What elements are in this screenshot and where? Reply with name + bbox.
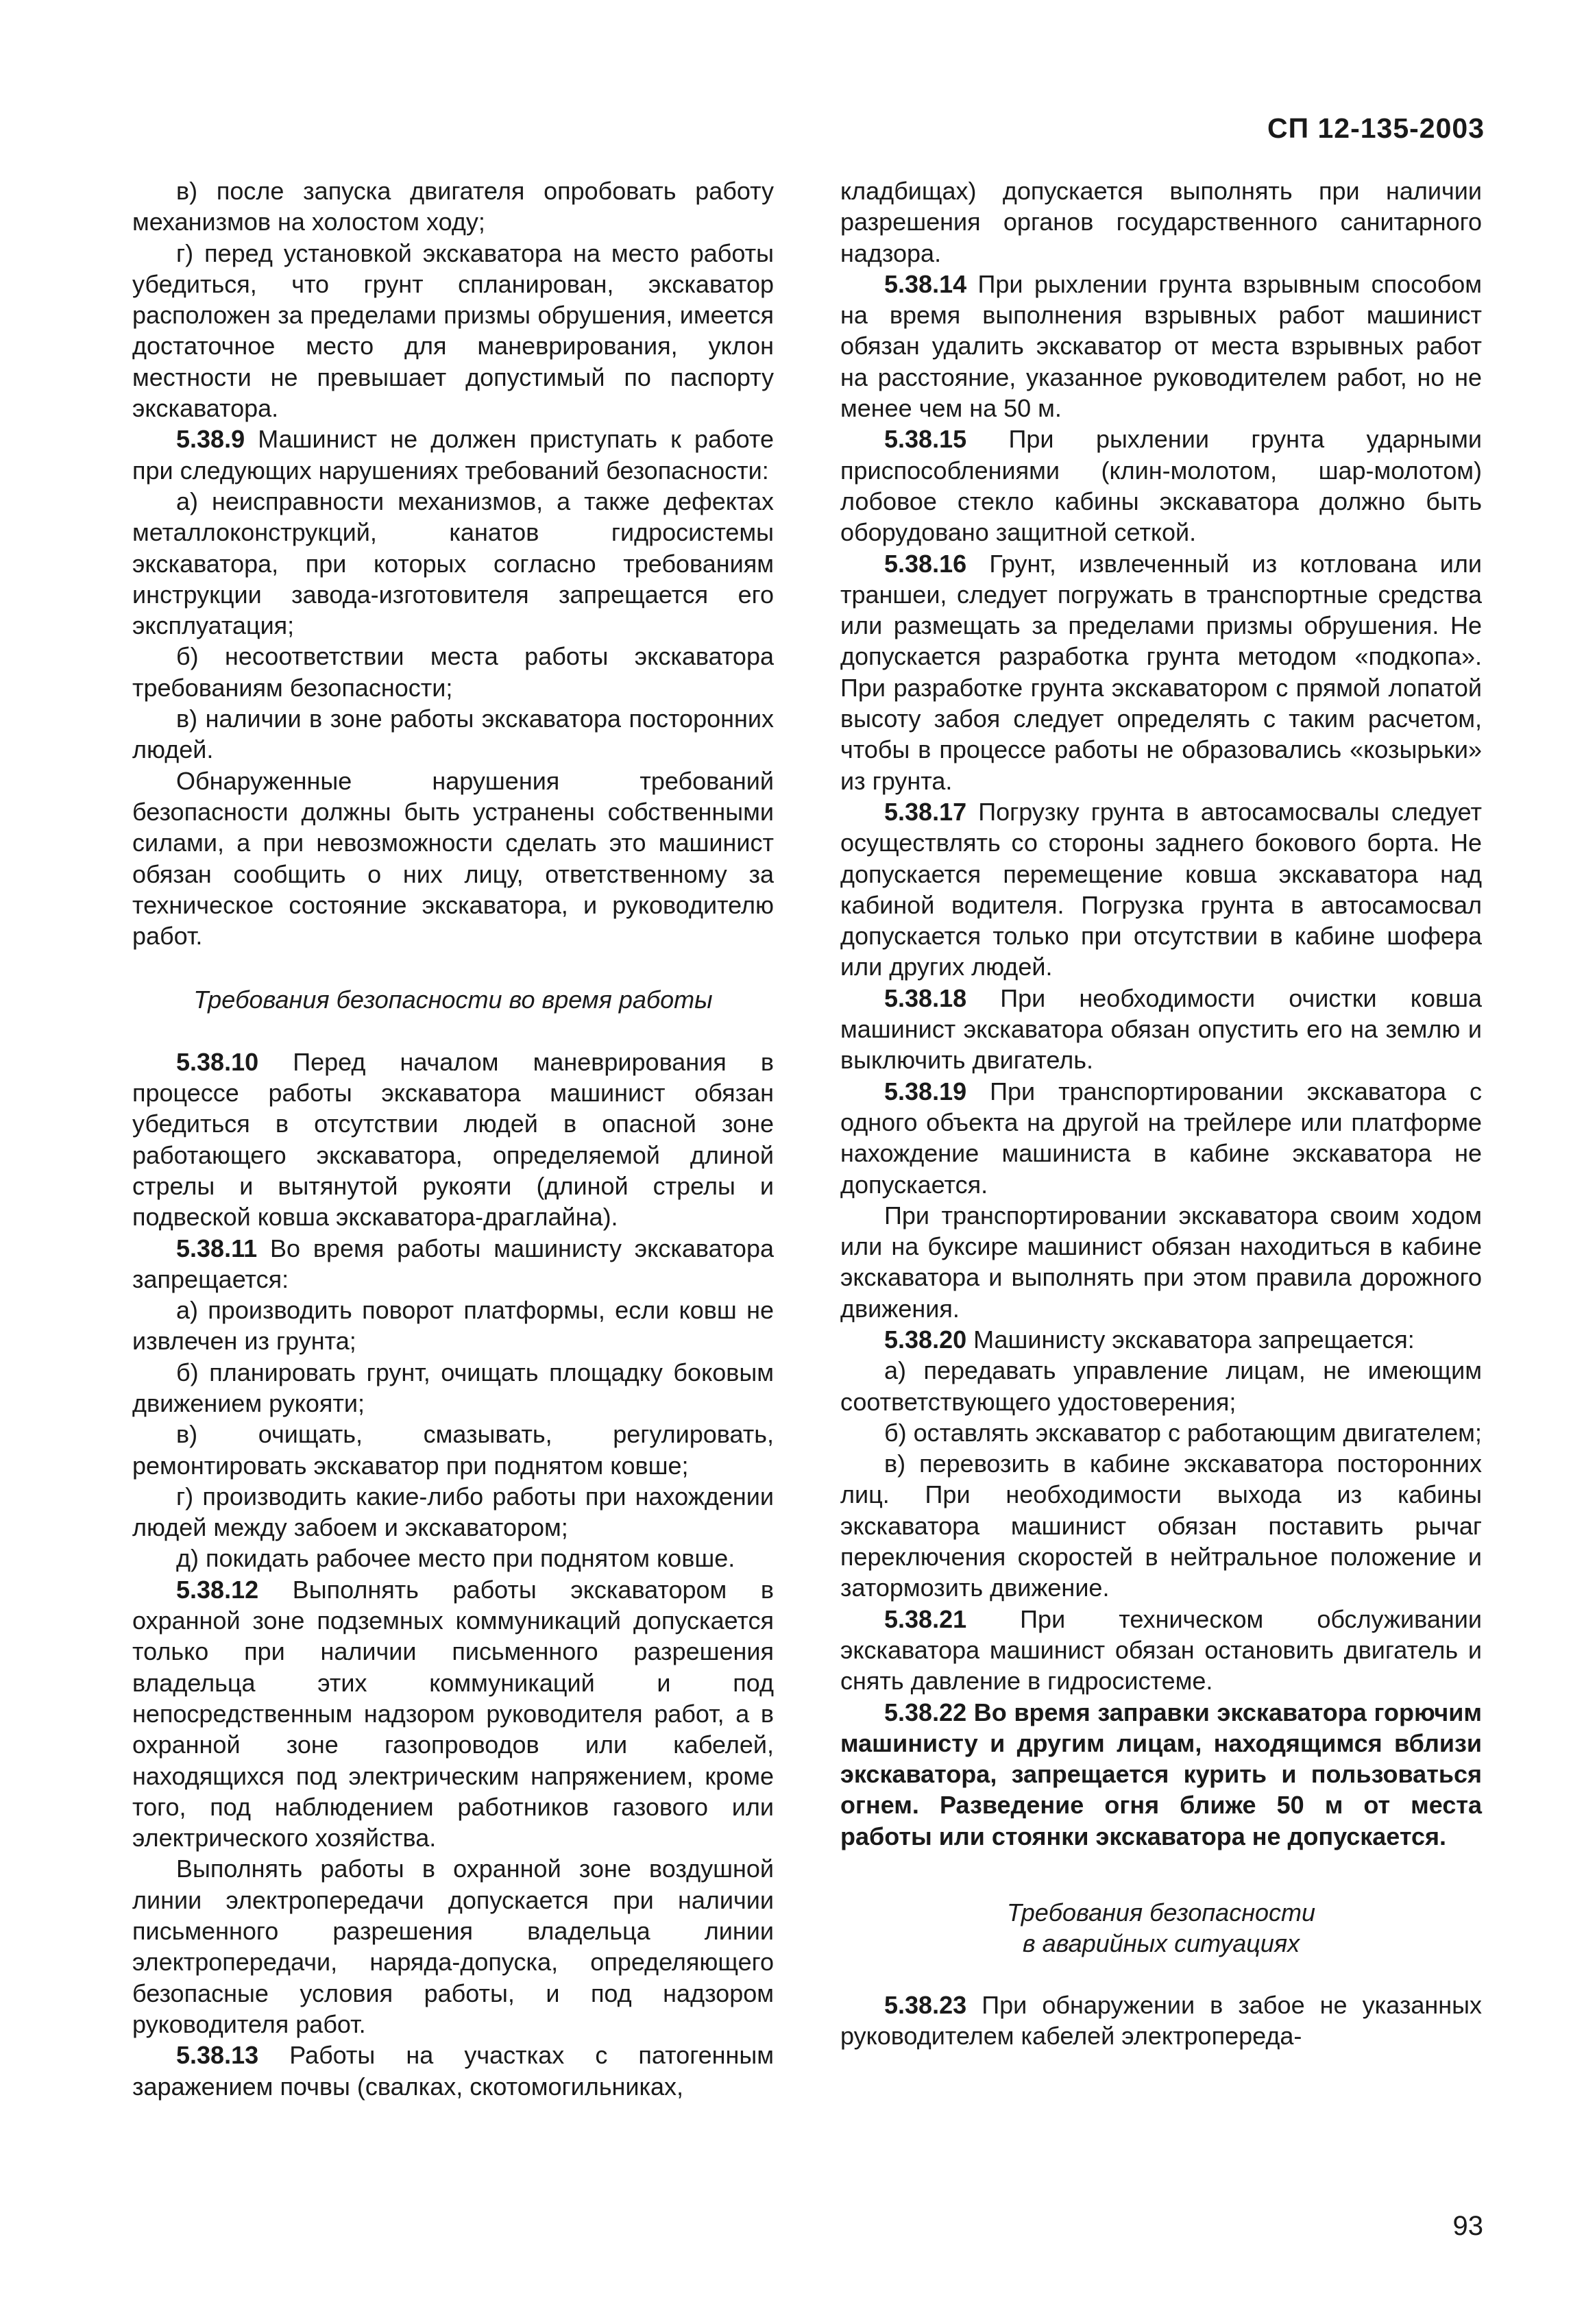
clause-text: Во время работы машинисту экскаватора запрещается: bbox=[132, 1234, 774, 1293]
clause-text: Перед началом маневрирования в процессе работы экскаватора машинист обязан убедиться в отсутствии людей в опасной зоне работающего экскаватора, определяемой длиной стрелы и вытянутой рукояти (длиной стрелы и подвеской ковша экскаватора-драглайна). bbox=[132, 1047, 774, 1232]
paragraph: в) перевозить в кабине экскаватора посторонних лиц. При необходимости выхода из кабины экскаватора машинист обязан поставить рычаг переключения скоростей в нейтральное положение и затормозить движение. bbox=[840, 1450, 1482, 1602]
paragraph: а) передавать управление лицам, не имеющим соответствующего удостоверения; bbox=[840, 1356, 1482, 1416]
clause-number: 5.38.23 bbox=[884, 1990, 967, 2019]
paragraph: б) планировать грунт, очищать площадку боковым движением рукояти; bbox=[132, 1358, 774, 1417]
clause-text: При рыхлении грунта взрывным способом на время выполнения взрывных работ машинист обязан удалить экскаватор от места взрывных работ на расстояние, указанное руководителем работ, но не менее чем на 50 м. bbox=[840, 269, 1482, 423]
clause-5-38-17 bbox=[840, 796, 1482, 983]
clause-number: 5.38.15 bbox=[884, 425, 967, 454]
clause-number: 5.38.19 bbox=[884, 1077, 967, 1105]
paragraph: г) производить какие-либо работы при нахождении людей между забоем и экскаватором; bbox=[132, 1482, 774, 1542]
section-heading: Требования безопасности во время работы bbox=[193, 986, 713, 1014]
clause-5-38-10 bbox=[132, 1047, 774, 1233]
clause-text: Грунт, извлеченный из котлована или траншеи, следует погружать в транспортные средства или размещать за пределами призмы обрушения. Не допускается разработка грунта методом «подкопа». При разработке грунта экскаватором с прямой лопатой высоту забоя следует определять с таким расчетом, чтобы в процессе работы не образовались «козырьки» из грунта. bbox=[840, 549, 1482, 795]
clause-text: Машинисту экскаватора запрещается: bbox=[966, 1325, 1415, 1354]
clause-number: 5.38.17 bbox=[884, 797, 967, 826]
paragraph: г) перед установкой экскаватора на место работы убедиться, что грунт спланирован, экскаватор расположен за пределами призмы обрушения, имеется достаточное место для маневрирования, уклон местности не превышает допустимый по паспорту экскаватора. bbox=[132, 238, 774, 423]
clause-5-38-13 bbox=[132, 2040, 774, 2102]
clause-text: При транспортировании экскаватора с одного объекта на другой на трейлере или платформе нахождение машиниста в кабине экскаватора не допускается. bbox=[840, 1077, 1482, 1199]
paragraph: в) очищать, смазывать, регулировать, ремонтировать экскаватор при поднятом ковше; bbox=[132, 1420, 774, 1480]
clause-text: Машинист не должен приступать к работе при следующих нарушениях требований безопасности: bbox=[132, 425, 774, 485]
clause-5-38-18 bbox=[840, 983, 1482, 1076]
clause-5-38-16 bbox=[840, 548, 1482, 796]
clause-number: 5.38.12 bbox=[176, 1575, 259, 1604]
clause-text: При техническом обслуживании экскаватора машинист обязан остановить двигатель и снять давление в гидросистеме. bbox=[840, 1604, 1482, 1696]
clause-number: 5.38.21 bbox=[884, 1604, 967, 1633]
clause-text: Во время заправки экскаватора горючим машинисту и другим лицам, находящимся вблизи экскаватора, запрещается курить и пользоваться огнем. Разведение огня ближе 50 м от места работы или стоянки экскаватора не допускается. bbox=[840, 1698, 1482, 1850]
clause-text: Работы на участках с патогенным заражением почвы (свалках, скотомогильниках, bbox=[132, 2041, 774, 2101]
clause-number: 5.38.11 bbox=[176, 1234, 258, 1262]
clause-text: Погрузку грунта в автосамосвалы следует осуществлять со стороны заднего бокового борта. Не допускается перемещение ковша экскаватора над кабиной водителя. Погрузка грунта в автосамосвал допускается только при отсутствии в кабине шофера или других людей. bbox=[840, 797, 1482, 981]
clause-text: При необходимости очистки ковша машинист экскаватора обязан опустить его на землю и выключить двигатель. bbox=[840, 983, 1482, 1075]
clause-number: 5.38.14 bbox=[884, 269, 967, 298]
clause-number: 5.38.16 bbox=[884, 549, 967, 578]
clause-number: 5.38.18 bbox=[884, 983, 967, 1012]
doc-code: СП 12-135-2003 bbox=[1267, 112, 1485, 144]
clause-number: 5.38.20 bbox=[884, 1325, 967, 1354]
clause-number: 5.38.13 bbox=[176, 2041, 259, 2070]
paragraph: д) покидать рабочее место при поднятом ковше. bbox=[176, 1544, 735, 1573]
page-number: 93 bbox=[1452, 2211, 1483, 2241]
paragraph: Обнаруженные нарушения требований безопасности должны быть устранены собственными силами, а при невозможности сделать это машинист обязан сообщить о них лицу, ответственному за техническое состояние экскаватора, и руководителю работ. bbox=[132, 766, 774, 951]
clause-5-38-15 bbox=[840, 424, 1482, 548]
clause-5-38-21 bbox=[840, 1604, 1482, 1697]
paragraph: Выполнять работы в охранной зоне воздушной линии электропередачи допускается при наличии письменного разрешения владельца линии электропередачи, наряда-допуска, определяющего безопасные условия работы, и под надзором руководителя работ. bbox=[132, 1855, 774, 2038]
clause-5-38-9 bbox=[132, 424, 774, 486]
paragraph: в) наличии в зоне работы экскаватора посторонних людей. bbox=[132, 705, 774, 764]
clause-text: При рыхлении грунта ударными приспособлениями (клин-молотом, шар-молотом) лобовое стекло кабины экскаватора должно быть оборудовано защитной сеткой. bbox=[840, 425, 1482, 547]
clause-5-38-12 bbox=[132, 1574, 774, 1854]
paragraph: в) после запуска двигателя опробовать работу механизмов на холостом ходу; bbox=[132, 177, 774, 236]
left-column bbox=[132, 175, 774, 2102]
paragraph: б) оставлять экскаватор с работающим двигателем; bbox=[884, 1418, 1482, 1447]
paragraph: При транспортировании экскаватора своим ходом или на буксире машинист обязан находиться в кабине экскаватора и выполнять при этом правила дорожного движения. bbox=[840, 1201, 1482, 1323]
clause-text: Выполнять работы экскаватором в охранной зоне подземных коммуникаций допускается только при наличии письменного разрешения владельца этих коммуникаций и под непосредственным надзором руководителя работ, а в охранной зоне газопроводов или кабелей, находящихся под электрическим напряжением, кроме того, под наблюдением работников газового или электрического хозяйства. bbox=[132, 1575, 774, 1852]
clause-5-38-19 bbox=[840, 1076, 1482, 1200]
section-heading-line: Требования безопасности bbox=[1006, 1898, 1316, 1927]
section-heading-line: в аварийных ситуациях bbox=[1022, 1929, 1300, 1958]
paragraph: а) производить поворот платформы, если ковш не извлечен из грунта; bbox=[132, 1296, 774, 1356]
clause-number: 5.38.9 bbox=[176, 425, 245, 454]
clause-5-38-14 bbox=[840, 269, 1482, 424]
paragraph: б) несоответствии места работы экскаватора требованиям безопасности; bbox=[132, 642, 774, 702]
clause-5-38-22 bbox=[840, 1697, 1482, 1852]
clause-text: При обнаружении в забое не указанных руководителем кабелей электропереда- bbox=[840, 1990, 1482, 2050]
right-column bbox=[840, 175, 1482, 2051]
section-heading bbox=[840, 1897, 1482, 1959]
clause-number: 5.38.22 bbox=[884, 1698, 967, 1726]
clause-number: 5.38.10 bbox=[176, 1047, 259, 1076]
paragraph: кладбищах) допускается выполнять при наличии разрешения органов государственного санитарного надзора. bbox=[840, 177, 1482, 267]
clause-5-38-11 bbox=[132, 1233, 774, 1295]
clause-5-38-20 bbox=[840, 1324, 1482, 1355]
paragraph: а) неисправности механизмов, а также дефектах металлоконструкций, канатов гидросистемы экскаватора, при которых согласно требованиям инструкции завода-изготовителя запрещается его эксплуатация; bbox=[132, 487, 774, 640]
clause-5-38-23 bbox=[840, 1990, 1482, 2052]
